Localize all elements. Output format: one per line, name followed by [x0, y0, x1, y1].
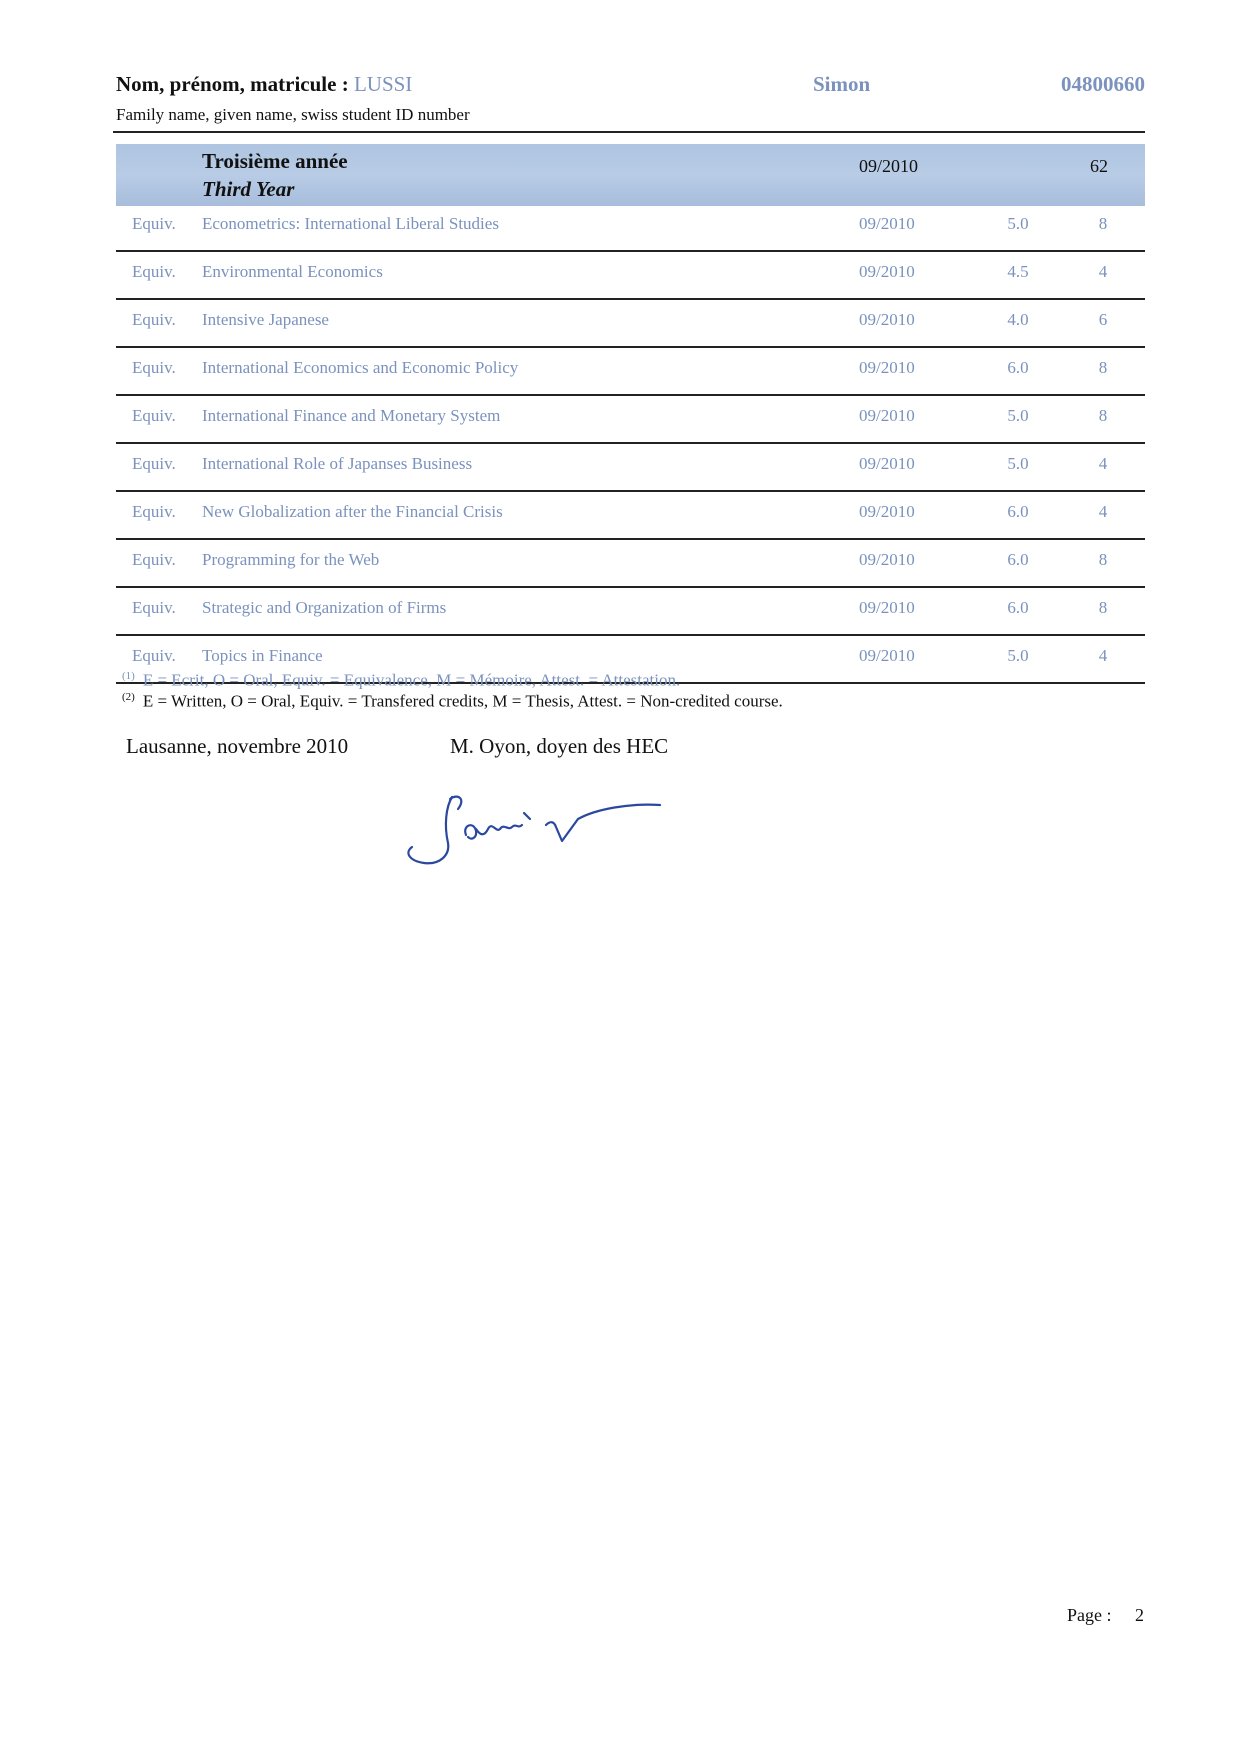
course-type: Equiv. [132, 406, 176, 425]
course-grade: 6.0 [1007, 598, 1029, 617]
section-title: Troisième année [202, 149, 348, 173]
course-name: International Finance and Monetary System [202, 406, 501, 425]
course-date: 09/2010 [859, 502, 915, 521]
student-id: 04800660 [1061, 72, 1145, 96]
footnote-text: E = Ecrit, O = Oral, Equiv. = Equivalence, M = Mémoire, Attest. = Attestation. [142, 670, 681, 690]
course-row [116, 302, 1145, 348]
course-grade: 5.0 [1007, 406, 1029, 425]
course-name: Environmental Economics [202, 262, 383, 281]
footnote-mark: (2) [122, 691, 135, 703]
course-type: Equiv. [132, 310, 176, 329]
course-date: 09/2010 [859, 310, 915, 329]
section-credits: 62 [1090, 156, 1108, 176]
section-band [116, 144, 1145, 206]
student-header [116, 72, 412, 97]
course-credits: 8 [1098, 214, 1108, 233]
place-date: Lausanne, novembre 2010 [126, 734, 349, 758]
course-grade: 6.0 [1007, 358, 1029, 377]
course-credits: 8 [1098, 598, 1108, 617]
course-credits: 4 [1098, 262, 1108, 281]
signature-image [400, 785, 700, 875]
family-name: LUSSI [353, 72, 413, 96]
course-date: 09/2010 [859, 406, 915, 425]
header-divider [113, 131, 1145, 133]
course-grade: 6.0 [1007, 502, 1029, 521]
course-date: 09/2010 [859, 454, 915, 473]
course-credits: 8 [1098, 406, 1108, 425]
course-row [116, 350, 1145, 396]
course-credits: 4 [1098, 502, 1108, 521]
course-type: Equiv. [132, 646, 176, 665]
course-row [116, 590, 1145, 636]
course-credits: 4 [1098, 454, 1108, 473]
course-grade: 5.0 [1007, 646, 1029, 665]
section-date: 09/2010 [859, 156, 919, 176]
course-grade: 5.0 [1007, 214, 1029, 233]
section-subtitle: Third Year [202, 177, 295, 201]
course-name: Econometrics: International Liberal Studies [202, 214, 499, 233]
course-type: Equiv. [132, 358, 176, 377]
course-credits: 8 [1098, 550, 1108, 569]
course-name: International Economics and Economic Policy [202, 358, 519, 377]
course-date: 09/2010 [859, 358, 915, 377]
course-type: Equiv. [132, 214, 176, 233]
course-name: Programming for the Web [202, 550, 380, 569]
course-name: Strategic and Organization of Firms [202, 598, 447, 617]
course-type: Equiv. [132, 598, 176, 617]
signer-name: M. Oyon, doyen des HEC [450, 734, 669, 758]
footnote-text: E = Written, O = Oral, Equiv. = Transfered credits, M = Thesis, Attest. = Non-credited course. [142, 691, 783, 711]
course-list [116, 206, 1145, 686]
course-date: 09/2010 [859, 262, 915, 281]
course-row [116, 398, 1145, 444]
course-grade: 6.0 [1007, 550, 1029, 569]
header-sublabel: Family name, given name, swiss student ID number [116, 105, 470, 124]
course-row [116, 542, 1145, 588]
course-type: Equiv. [132, 454, 176, 473]
course-type: Equiv. [132, 502, 176, 521]
course-credits: 6 [1098, 310, 1108, 329]
course-row [116, 446, 1145, 492]
footnote-english [122, 691, 783, 712]
given-name: Simon [813, 72, 871, 96]
course-date: 09/2010 [859, 646, 915, 665]
course-type: Equiv. [132, 262, 176, 281]
course-row [116, 254, 1145, 300]
course-name: New Globalization after the Financial Crisis [202, 502, 503, 521]
page-label: Page : [1067, 1605, 1112, 1625]
course-name: Intensive Japanese [202, 310, 329, 329]
course-type: Equiv. [132, 550, 176, 569]
course-date: 09/2010 [859, 214, 915, 233]
course-grade: 4.5 [1007, 262, 1029, 281]
course-name: International Role of Japanses Business [202, 454, 473, 473]
course-grade: 4.0 [1007, 310, 1029, 329]
course-date: 09/2010 [859, 550, 915, 569]
header-label: Nom, prénom, matricule : [116, 72, 349, 96]
course-date: 09/2010 [859, 598, 915, 617]
course-credits: 4 [1098, 646, 1108, 665]
footnote-mark: (1) [122, 670, 135, 682]
course-row [116, 206, 1145, 252]
course-name: Topics in Finance [202, 646, 323, 665]
course-row [116, 494, 1145, 540]
course-grade: 5.0 [1007, 454, 1029, 473]
course-credits: 8 [1098, 358, 1108, 377]
page-number: 2 [1135, 1605, 1144, 1625]
footnote-french [122, 670, 680, 691]
